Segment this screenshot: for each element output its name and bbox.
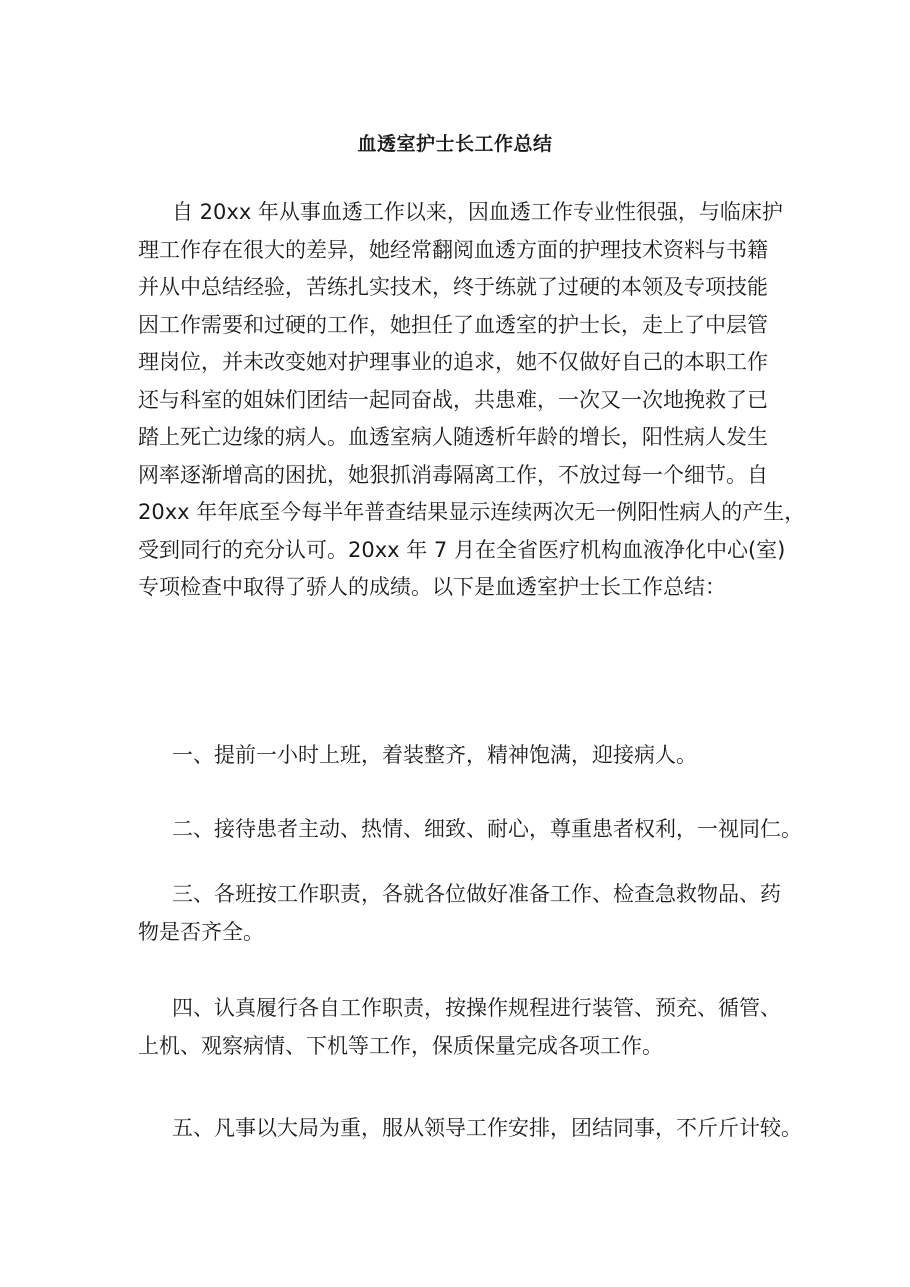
document-title: 血透室护士长工作总结 (357, 133, 553, 155)
paragraph-line: 踏上死亡边缘的病人。血透室病人随透析年龄的增长，阳性病人发生 (138, 425, 768, 449)
list-item-line: 上机、观察病情、下机等工作，保质保量完成各项工作。 (138, 1033, 663, 1058)
list-item-line: 四、认真履行各自工作职责，按操作规程进行装管、预充、循管、 (172, 996, 781, 1020)
list-item-line: 物是否齐全。 (138, 919, 264, 944)
paragraph-line: 理岗位，并未改变她对护理事业的追求，她不仅做好自己的本职工作 (138, 350, 768, 374)
list-item-5 (138, 1110, 802, 1148)
paragraph-line: 受到同行的充分认可。20xx 年 7 月在全省医疗机构血液净化中心(室) (138, 537, 786, 562)
paragraph-line: 专项检查中取得了骄人的成绩。以下是血透室护士长工作总结： (138, 575, 726, 599)
list-item-line: 五、凡事以大局为重，服从领导工作安排，团结同事，不斤斤计较。 (172, 1116, 802, 1140)
paragraph-line: 自 20xx 年从事血透工作以来，因血透工作专业性很强，与临床护 (172, 200, 783, 224)
list-item-line: 二、接待患者主动、热情、细致、耐心，尊重患者权利，一视同仁。 (172, 817, 802, 841)
list-item-1 (138, 737, 783, 775)
intro-paragraph (138, 194, 806, 607)
list-item-4 (138, 990, 783, 1065)
list-item-2 (138, 811, 802, 849)
paragraph-line: 理工作存在很大的差异，她经常翻阅血透方面的护理技术资料与书籍 (138, 237, 768, 262)
paragraph-line: 因工作需要和过硬的工作，她担任了血透室的护士长，走上了中层管 (138, 312, 768, 337)
list-item-line: 三、各班按工作职责，各就各位做好准备工作、检查急救物品、药 (172, 882, 781, 906)
paragraph-line: 网率逐渐增高的困扰，她狠抓消毒隔离工作，不放过每一个细节。自 (138, 462, 768, 487)
paragraph-line: 20xx 年年底至今每半年普查结果显示连续两次无一例阳性病人的产生， (138, 500, 806, 524)
paragraph-line: 并从中总结经验，苦练扎实技术，终于练就了过硬的本领及专项技能 (138, 275, 768, 299)
list-item-3 (138, 876, 783, 951)
list-item-line: 一、提前一小时上班，着装整齐，精神饱满，迎接病人。 (172, 743, 697, 767)
paragraph-line: 还与科室的姐妹们团结一起同奋战，共患难，一次又一次地挽救了已 (138, 387, 768, 412)
